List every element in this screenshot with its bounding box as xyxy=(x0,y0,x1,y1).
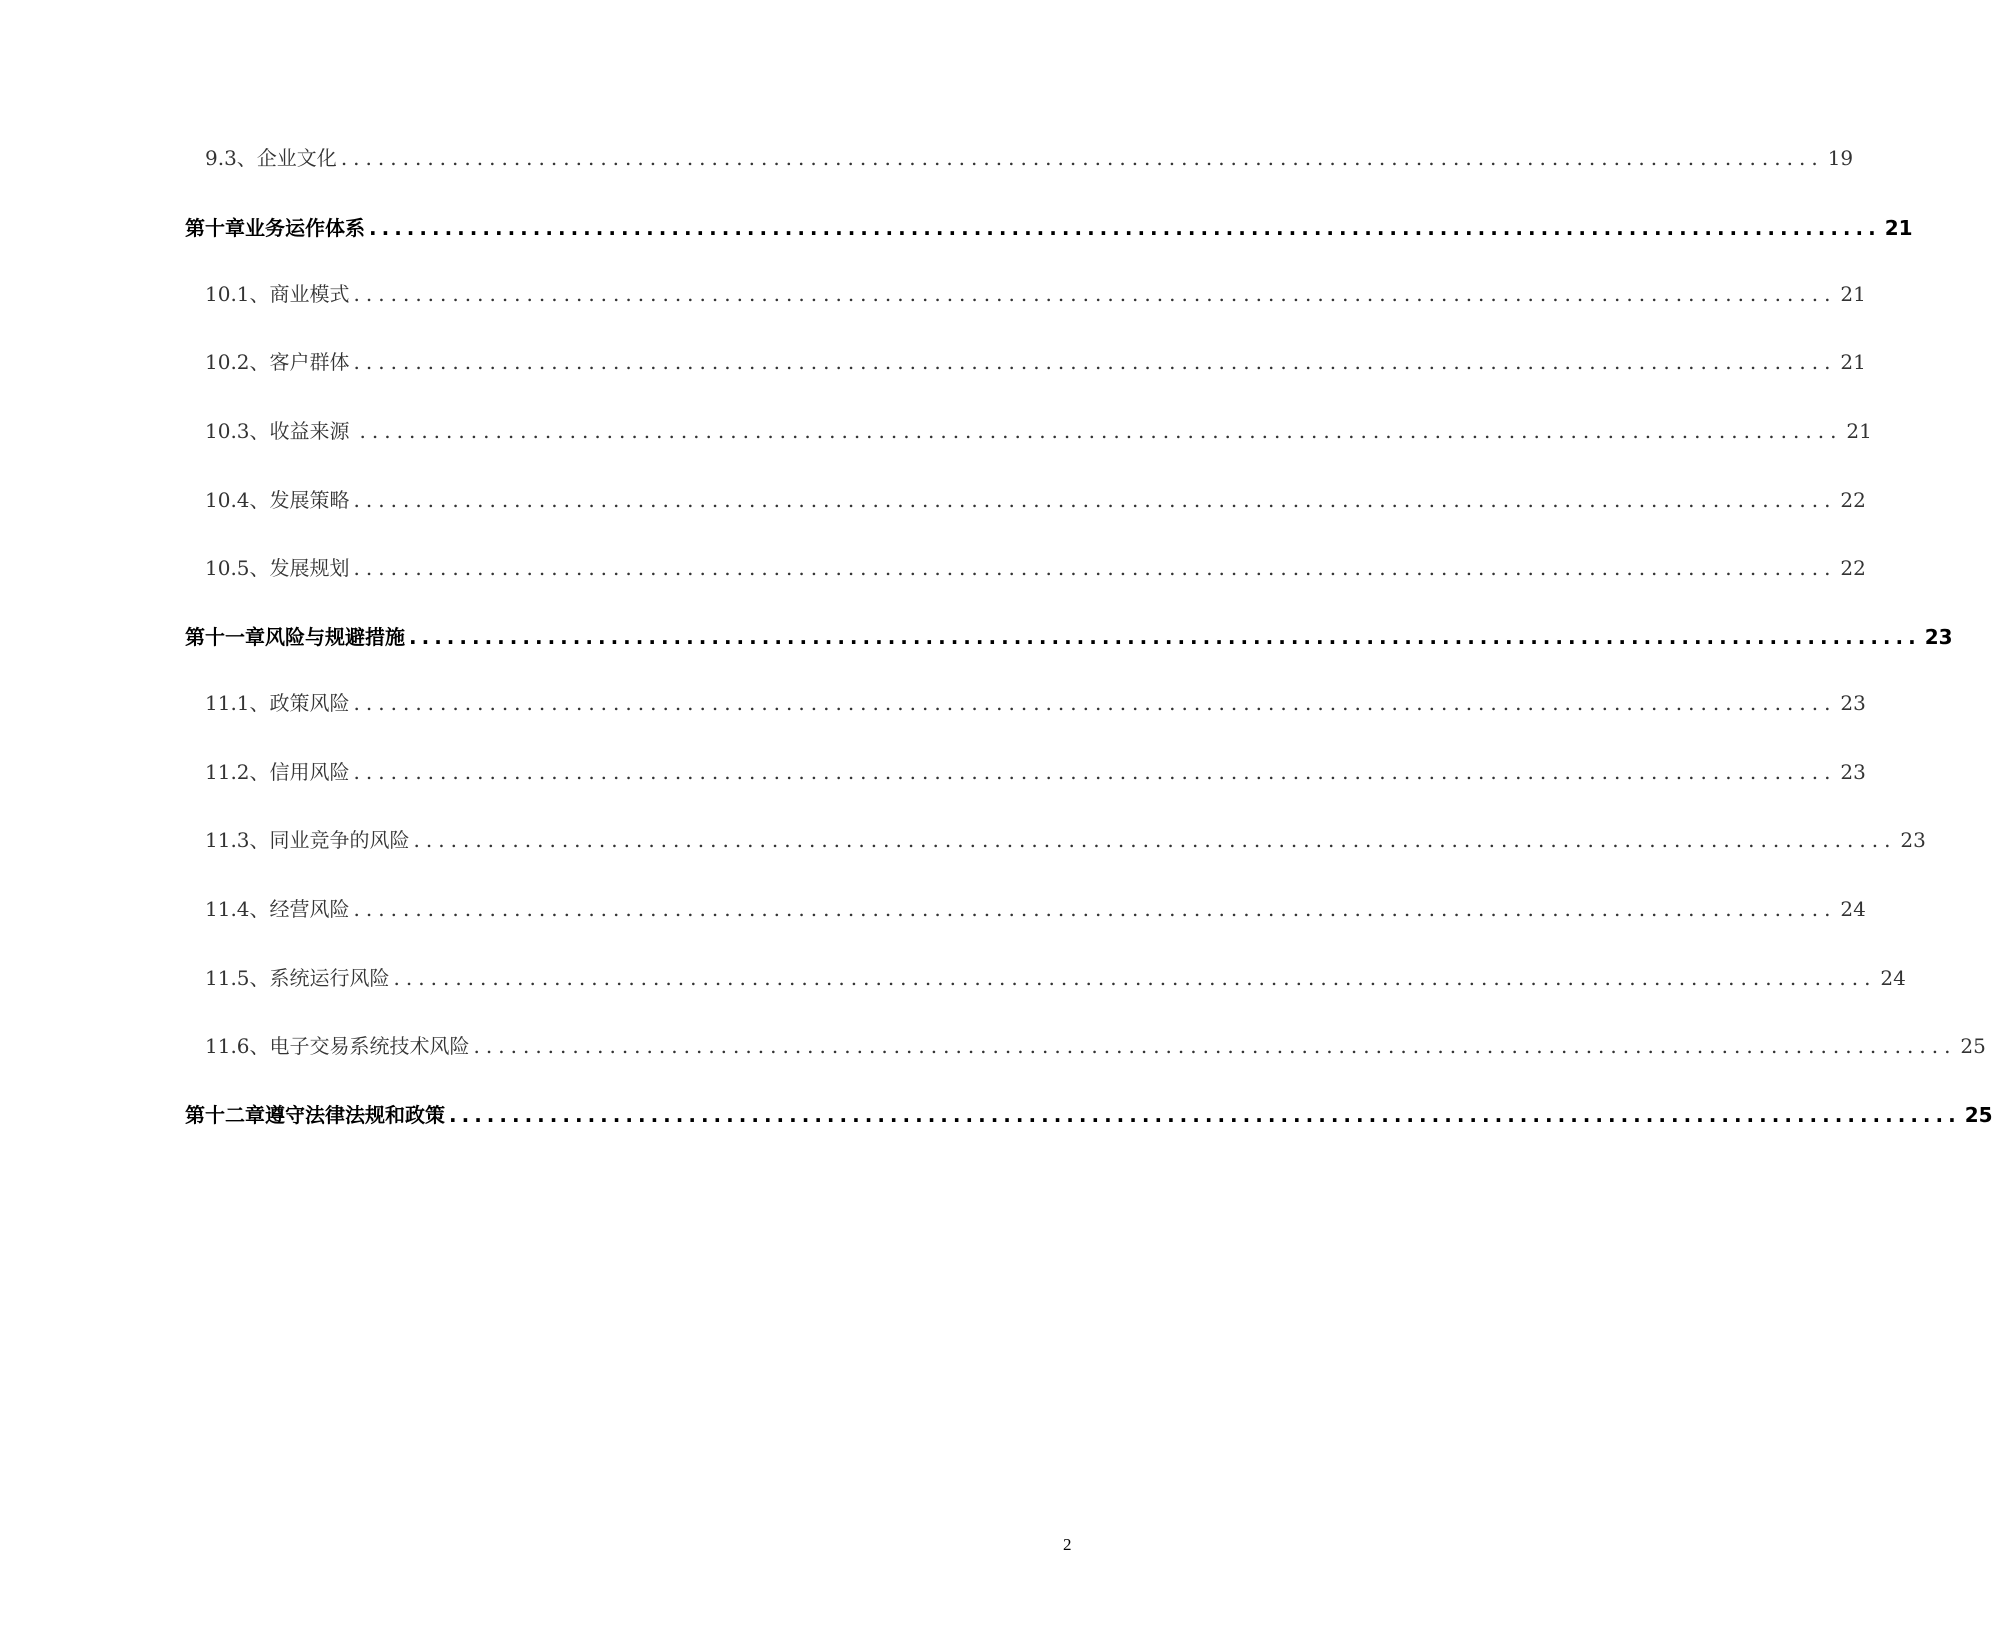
toc-entry-title: 收益来源 xyxy=(269,419,350,443)
toc-dot-leader: ........................................................................................................................ xyxy=(353,897,1837,921)
toc-entry-page: 22 xyxy=(1840,488,1866,512)
toc-chapter-page: 21 xyxy=(1884,216,1913,240)
toc-entry-title: 商业模式 xyxy=(269,282,350,306)
toc-entry-number: 10.2、 xyxy=(205,350,270,374)
toc-entry-title: 信用风险 xyxy=(269,760,350,784)
toc-chapter-title: 风险与规避措施 xyxy=(265,625,405,649)
toc-entry-10-1[interactable] xyxy=(0,278,1866,318)
toc-entry-page: 23 xyxy=(1840,691,1866,715)
toc-dot-leader: ........................................................................................................................ xyxy=(353,760,1837,784)
toc-entry-title: 客户群体 xyxy=(269,350,350,374)
toc-entry-11-3[interactable] xyxy=(0,824,1926,864)
toc-entry-number: 11.5、 xyxy=(205,966,270,990)
toc-entry-number: 11.4、 xyxy=(205,897,270,921)
toc-entry-title: 发展策略 xyxy=(269,488,350,512)
toc-dot-leader: ........................................................................................................................ xyxy=(353,556,1837,580)
toc-dot-leader: ........................................................................................................................ xyxy=(353,691,1837,715)
toc-chapter-page: 25 xyxy=(1964,1103,1993,1127)
toc-entry-10-5[interactable] xyxy=(0,552,1866,592)
toc-entry-title: 系统运行风险 xyxy=(269,966,390,990)
toc-dot-leader: ........................................................................................................................ xyxy=(413,828,1897,852)
toc-dot-leader: ........................................................................................................................ xyxy=(409,625,1921,649)
toc-entry-10-2[interactable] xyxy=(0,346,1866,386)
toc-entry-11-4[interactable] xyxy=(0,893,1866,933)
toc-entry-title: 政策风险 xyxy=(269,691,350,715)
toc-chapter-number: 第十章 xyxy=(185,216,245,240)
toc-entry-number: 9.3、 xyxy=(205,146,257,170)
toc-dot-leader: ........................................................................................................................ xyxy=(353,350,1837,374)
toc-entry-page: 24 xyxy=(1880,966,1906,990)
toc-entry-11-5[interactable] xyxy=(0,962,1906,1002)
toc-entry-number: 11.6、 xyxy=(205,1034,270,1058)
toc-entry-number: 11.3、 xyxy=(205,828,270,852)
toc-entry-number: 11.1、 xyxy=(205,691,270,715)
toc-dot-leader: ........................................................................................................................ xyxy=(359,419,1843,443)
toc-dot-leader: ........................................................................................................................ xyxy=(393,966,1877,990)
toc-entry-11-2[interactable] xyxy=(0,756,1866,796)
toc-entry-10-3[interactable] xyxy=(0,415,1872,455)
toc-entry-number: 10.1、 xyxy=(205,282,270,306)
toc-chapter-12[interactable] xyxy=(0,1099,1993,1139)
toc-dot-leader: ........................................................................................................................ xyxy=(353,282,1837,306)
toc-chapter-title: 业务运作体系 xyxy=(245,216,365,240)
toc-entry-title: 发展规划 xyxy=(269,556,350,580)
toc-entry-page: 21 xyxy=(1840,350,1866,374)
toc-entry-number: 11.2、 xyxy=(205,760,270,784)
toc-dot-leader: ........................................................................................................................ xyxy=(340,146,1824,170)
toc-entry-number: 10.5、 xyxy=(205,556,270,580)
toc-entry-page: 23 xyxy=(1900,828,1926,852)
toc-chapter-number: 第十一章 xyxy=(185,625,265,649)
toc-chapter-page: 23 xyxy=(1924,625,1953,649)
toc-entry-10-4[interactable] xyxy=(0,484,1866,524)
page-number: 2 xyxy=(1063,1535,1072,1554)
toc-entry-page: 21 xyxy=(1840,282,1866,306)
toc-chapter-10[interactable] xyxy=(0,212,1913,252)
toc-entry-number: 10.4、 xyxy=(205,488,270,512)
toc-dot-leader: ........................................................................................................................ xyxy=(369,216,1881,240)
toc-dot-leader: ........................................................................................................................ xyxy=(449,1103,1961,1127)
toc-entry-title: 经营风险 xyxy=(269,897,350,921)
toc-entry-page: 23 xyxy=(1840,760,1866,784)
toc-entry-9-3[interactable] xyxy=(0,142,1854,182)
toc-chapter-number: 第十二章 xyxy=(185,1103,265,1127)
toc-entry-page: 24 xyxy=(1840,897,1866,921)
toc-entry-number: 10.3、 xyxy=(205,419,270,443)
toc-entry-page: 22 xyxy=(1840,556,1866,580)
toc-chapter-11[interactable] xyxy=(0,621,1953,661)
toc-dot-leader: ........................................................................................................................ xyxy=(473,1034,1957,1058)
toc-entry-page: 25 xyxy=(1960,1034,1986,1058)
toc-entry-title: 同业竞争的风险 xyxy=(269,828,410,852)
toc-entry-page: 21 xyxy=(1846,419,1872,443)
toc-dot-leader: ........................................................................................................................ xyxy=(353,488,1837,512)
toc-entry-11-6[interactable] xyxy=(0,1030,1986,1070)
toc-entry-title: 企业文化 xyxy=(256,146,337,170)
toc-chapter-title: 遵守法律法规和政策 xyxy=(265,1103,445,1127)
toc-entry-title: 电子交易系统技术风险 xyxy=(269,1034,470,1058)
toc-entry-11-1[interactable] xyxy=(0,687,1866,727)
toc-entry-page: 19 xyxy=(1827,146,1854,170)
